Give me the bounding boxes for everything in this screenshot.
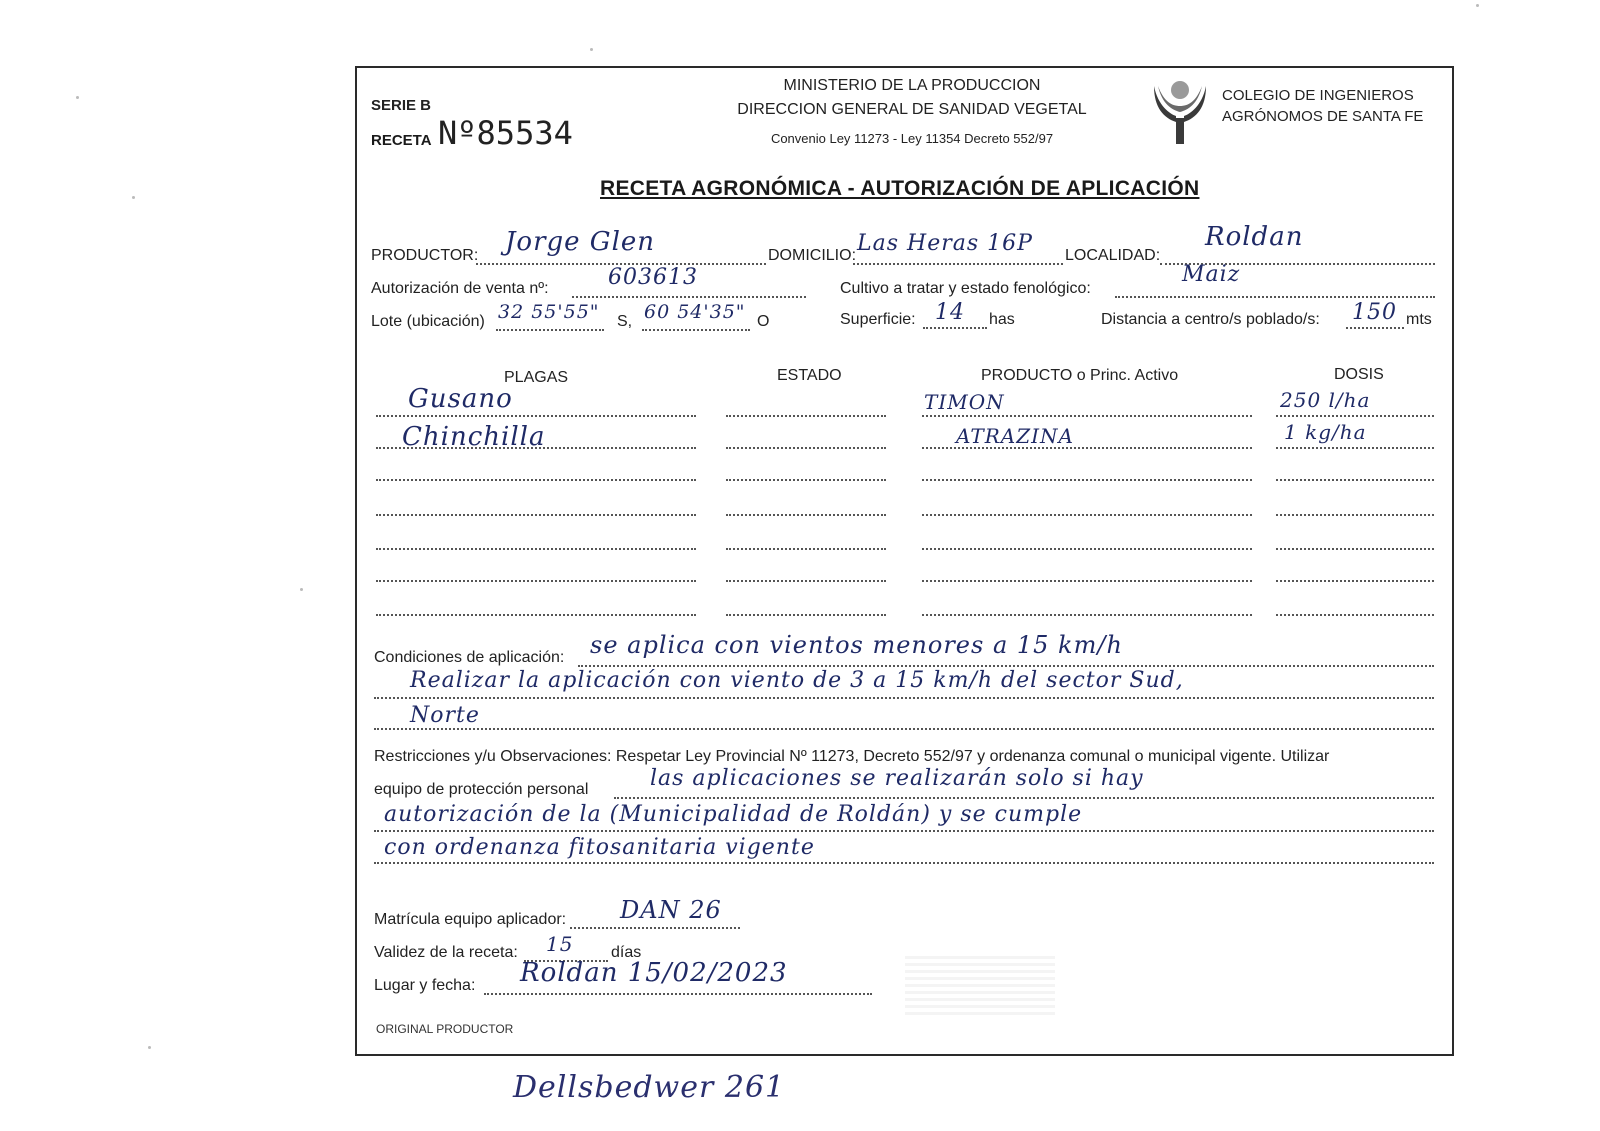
domicilio-label: DOMICILIO:: [768, 247, 857, 264]
condiciones-label: Condiciones de aplicación:: [374, 649, 565, 666]
scan-speck: [148, 1046, 151, 1049]
direccion-line: DIRECCION GENERAL DE SANIDAD VEGETAL: [737, 101, 1087, 118]
matricula-line: [570, 927, 740, 929]
convenio-line: Convenio Ley 11273 - Ley 11354 Decreto 552/97: [770, 131, 1054, 146]
superficie-value: 14: [935, 300, 965, 325]
scan-speck: [300, 588, 303, 591]
scan-speck: [590, 48, 593, 51]
condiciones-text-1: se aplica con vientos menores a 15 km/h: [590, 631, 1123, 659]
condiciones-line-3: [374, 728, 1434, 730]
colegio-logo-icon: [1152, 78, 1208, 146]
scan-speck: [1476, 4, 1479, 7]
matricula-label: Matrícula equipo aplicador:: [374, 911, 567, 928]
cultivo-label: Cultivo a tratar y estado fenológico:: [840, 280, 1091, 297]
restricciones-text-1: las aplicaciones se realizarán solo si hay: [650, 766, 1144, 791]
distancia-line: [1346, 327, 1404, 329]
condiciones-text-2: Realizar la aplicación con viento de 3 a 15 km/h del sector Sud,: [410, 668, 1184, 693]
lote-lat-value: 32 55'55": [498, 301, 600, 323]
autorizacion-value: 603613: [608, 265, 698, 290]
table-row-2-plaga: Chinchilla: [402, 422, 546, 452]
lote-lon-value: 60 54'35": [644, 301, 746, 323]
lote-lat-line: [496, 329, 604, 331]
validez-unit: días: [611, 944, 642, 961]
condiciones-line-2: [374, 697, 1434, 699]
condiciones-line-1: [578, 665, 1434, 667]
col-header-producto: PRODUCTO o Princ. Activo: [981, 367, 1179, 384]
form-title: RECETA AGRONÓMICA - AUTORIZACIÓN DE APLICACIÓN: [600, 177, 1200, 200]
lote-label: Lote (ubicación): [371, 313, 485, 330]
distancia-value: 150: [1352, 300, 1397, 325]
cultivo-value: Maiz: [1182, 262, 1241, 287]
table-row-2-dosis: 1 kg/ha: [1284, 420, 1367, 444]
colegio-line1: COLEGIO DE INGENIEROS: [1222, 87, 1414, 104]
lote-o: O: [757, 313, 770, 330]
lote-s: S,: [617, 313, 633, 330]
receta-number: Nº85534: [438, 114, 573, 152]
table-row-2-producto: ATRAZINA: [956, 424, 1074, 448]
domicilio-value: Las Heras 16P: [857, 231, 1033, 256]
superficie-unit: has: [989, 311, 1015, 328]
condiciones-text-3: Norte: [410, 703, 480, 728]
col-header-plagas: PLAGAS: [504, 369, 569, 386]
restricciones-line-1: [614, 797, 1434, 799]
scan-speck: [132, 196, 135, 199]
validez-value: 15: [546, 932, 574, 956]
cultivo-line: [1115, 296, 1435, 298]
receta-label: RECETA: [371, 132, 432, 149]
domicilio-line: [853, 263, 1063, 265]
original-productor-label: ORIGINAL PRODUCTOR: [376, 1022, 514, 1036]
scan-speck: [76, 96, 79, 99]
table-row-1-producto: TIMON: [924, 390, 1005, 414]
proteccion-label: equipo de protección personal: [374, 781, 589, 798]
table-row-1-dosis: 250 l/ha: [1280, 388, 1371, 412]
faded-stamp: [905, 955, 1055, 1015]
col-header-estado: ESTADO: [777, 367, 842, 384]
superficie-label: Superficie:: [840, 311, 916, 328]
localidad-label: LOCALIDAD:: [1065, 247, 1161, 264]
restricciones-text-2: autorización de la (Municipalidad de Roldán) y se cumple: [384, 802, 1083, 827]
distancia-label: Distancia a centro/s poblado/s:: [1101, 311, 1320, 328]
distancia-unit: mts: [1406, 311, 1432, 328]
table-row-1-plaga: Gusano: [408, 384, 513, 414]
autorizacion-line: [572, 296, 806, 298]
lugar-line: [484, 993, 872, 995]
superficie-line: [923, 327, 987, 329]
handwritten-annotation: Dellsbedwer 261: [513, 1070, 786, 1105]
validez-label: Validez de la receta:: [374, 944, 518, 961]
lugar-label: Lugar y fecha:: [374, 977, 476, 994]
form-frame: [355, 66, 1454, 1056]
serie-label: SERIE B: [371, 97, 432, 114]
restricciones-label: Restricciones y/u Observaciones: Respetar Ley Provincial Nº 11273, Decreto 552/97 y ordenanza comunal o municipal vigente. Utilizar: [374, 748, 1330, 765]
col-header-dosis: DOSIS: [1334, 366, 1384, 383]
ministerio-line: MINISTERIO DE LA PRODUCCION: [783, 77, 1041, 94]
lugar-value: Roldan 15/02/2023: [520, 958, 788, 988]
restricciones-line-3: [374, 862, 1434, 864]
productor-label: PRODUCTOR:: [371, 247, 479, 264]
restricciones-text-3: con ordenanza fitosanitaria vigente: [384, 835, 815, 860]
matricula-value: DAN 26: [620, 896, 722, 924]
localidad-value: Roldan: [1205, 222, 1304, 252]
colegio-line2: AGRÓNOMOS DE SANTA FE: [1222, 108, 1424, 125]
autorizacion-label: Autorización de venta nº:: [371, 280, 549, 297]
productor-value: Jorge Glen: [505, 227, 656, 257]
restricciones-line-2: [374, 830, 1434, 832]
lote-lon-line: [642, 329, 750, 331]
